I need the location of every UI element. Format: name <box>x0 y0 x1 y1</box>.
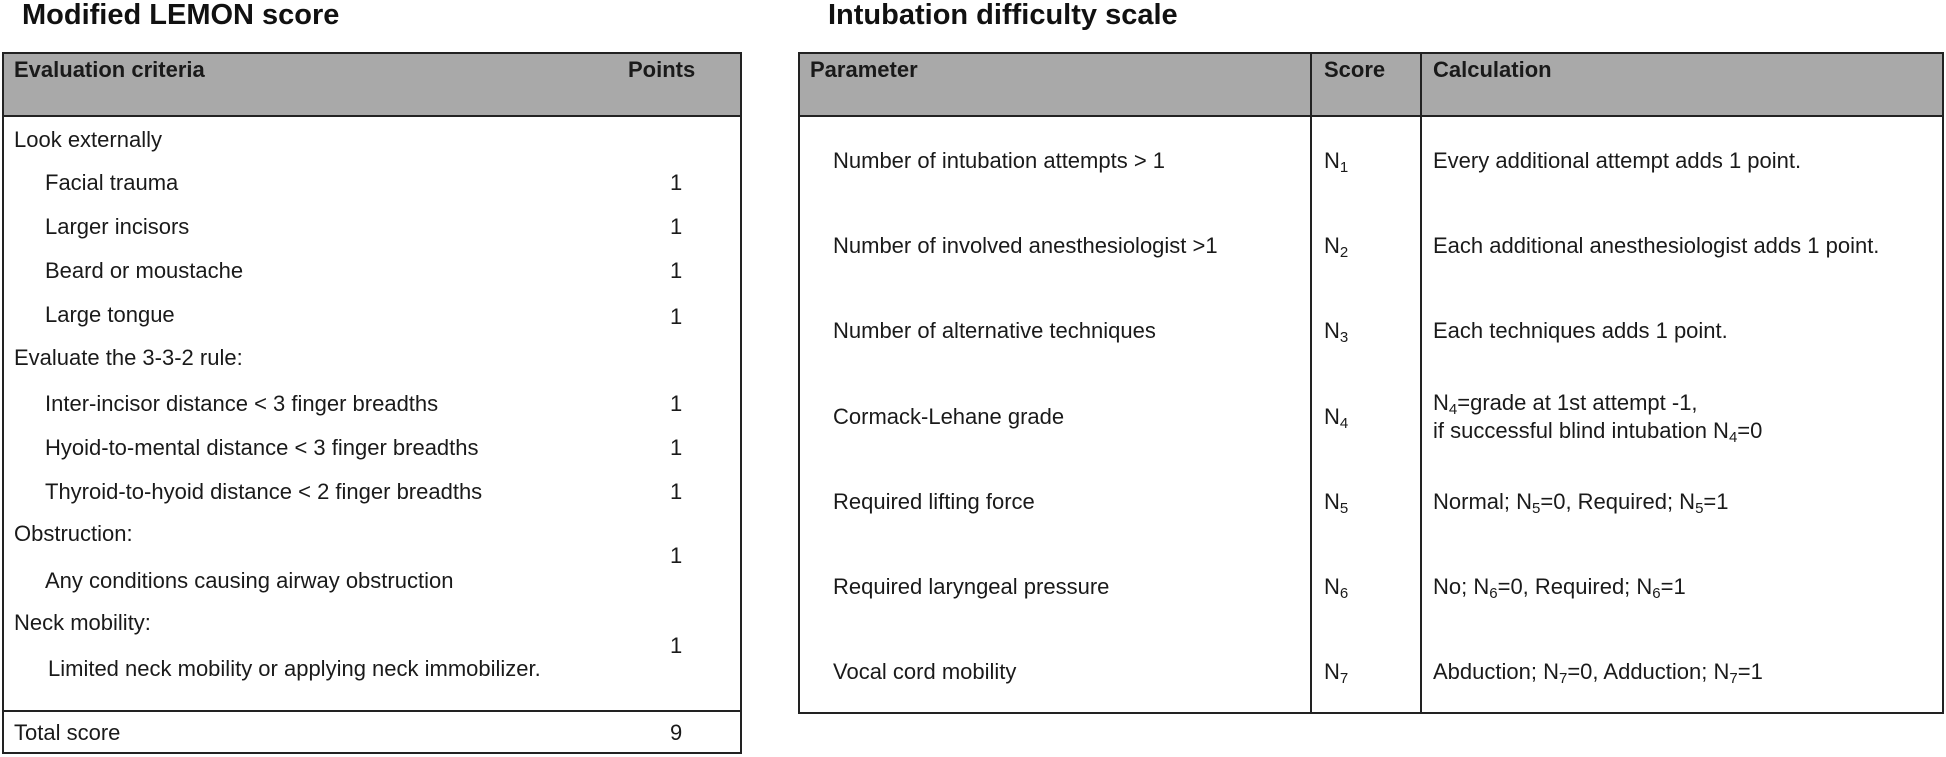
ids-calculation: Every additional attempt adds 1 point. <box>1433 148 1802 173</box>
lemon-row-label: Large tongue <box>45 302 175 327</box>
table-divider <box>4 710 740 712</box>
total-score-label: Total score <box>14 720 121 745</box>
ids-score: $N_7$ <box>1324 659 1349 687</box>
lemon-section-label: Look externally <box>14 127 162 152</box>
lemon-row-points: 1 <box>670 435 683 460</box>
lemon-row-label: Hyoid-to-mental distance < 3 finger breadths <box>45 435 479 460</box>
lemon-row-points: 1 <box>670 391 683 416</box>
ids-table <box>798 52 1944 714</box>
ids-parameter: Number of alternative techniques <box>833 318 1156 343</box>
lemon-row-label: Larger incisors <box>45 214 190 239</box>
ids-parameter: Cormack-Lehane grade <box>833 404 1065 429</box>
lemon-row-label: Inter-incisor distance < 3 finger breadths <box>45 391 439 416</box>
total-score-value: 9 <box>670 720 683 745</box>
ids-calculation: Abduction; $N_7=0$, Adduction; $N_7=1$ <box>1433 659 1763 687</box>
lemon-row-points: 1 <box>670 633 683 658</box>
ids-parameter: Vocal cord mobility <box>833 659 1017 684</box>
lemon-row-label: Facial trauma <box>45 170 179 195</box>
points-header: Points <box>628 57 696 82</box>
ids-parameter: Number of involved anesthesiologist >1 <box>833 233 1218 258</box>
ids-score: $N_4$ <box>1324 404 1349 432</box>
ids-parameter: Required laryngeal pressure <box>833 574 1110 599</box>
lemon-row-label: Beard or moustache <box>45 258 244 283</box>
lemon-row-label: Any conditions causing airway obstruction <box>45 568 454 593</box>
lemon-row-points: 1 <box>670 543 683 568</box>
score-header: Score <box>1324 57 1386 82</box>
lemon-header <box>4 54 740 117</box>
lemon-section-label: Evaluate the 3-3-2 rule: <box>14 345 243 370</box>
lemon-table <box>2 52 742 754</box>
ids-score: $N_6$ <box>1324 574 1349 602</box>
ids-calculation: Normal; $N_5=0$, Required; $N_5=1$ <box>1433 489 1729 517</box>
ids-calculation: if successful blind intubation $N_4=0$ <box>1433 418 1763 446</box>
lemon-row-label: Thyroid-to-hyoid distance < 2 finger breadths <box>45 479 483 504</box>
ids-score: $N_5$ <box>1324 489 1349 517</box>
parameter-header: Parameter <box>810 57 918 82</box>
ids-score: $N_1$ <box>1324 148 1349 176</box>
ids-calculation: $N_4=grade$ at 1st attempt -1, <box>1433 390 1698 418</box>
lemon-row-points: 1 <box>670 479 683 504</box>
column-divider <box>1310 54 1312 712</box>
ids-title: Intubation difficulty scale <box>828 0 1178 31</box>
lemon-row-points: 1 <box>670 304 683 329</box>
ids-score: $N_2$ <box>1324 233 1349 261</box>
lemon-row-points: 1 <box>670 170 683 195</box>
ids-parameter: Required lifting force <box>833 489 1035 514</box>
ids-calculation: No; $N_6=0$, Required; $N_6=1$ <box>1433 574 1686 602</box>
lemon-section-label: Obstruction: <box>14 521 133 546</box>
ids-calculation: Each additional anesthesiologist adds 1 point. <box>1433 233 1880 258</box>
lemon-title: Modified LEMON score <box>22 0 340 31</box>
ids-score: $N_3$ <box>1324 318 1349 346</box>
ids-calculation: Each techniques adds 1 point. <box>1433 318 1728 343</box>
lemon-row-points: 1 <box>670 258 683 283</box>
lemon-section-label: Neck mobility: <box>14 610 151 635</box>
calculation-header: Calculation <box>1433 57 1552 82</box>
lemon-row-points: 1 <box>670 214 683 239</box>
column-divider <box>1420 54 1422 712</box>
ids-header <box>800 54 1942 117</box>
lemon-row-label: Limited neck mobility or applying neck immobilizer. <box>48 656 541 681</box>
ids-parameter: Number of intubation attempts > 1 <box>833 148 1166 173</box>
criteria-header: Evaluation criteria <box>14 57 205 82</box>
